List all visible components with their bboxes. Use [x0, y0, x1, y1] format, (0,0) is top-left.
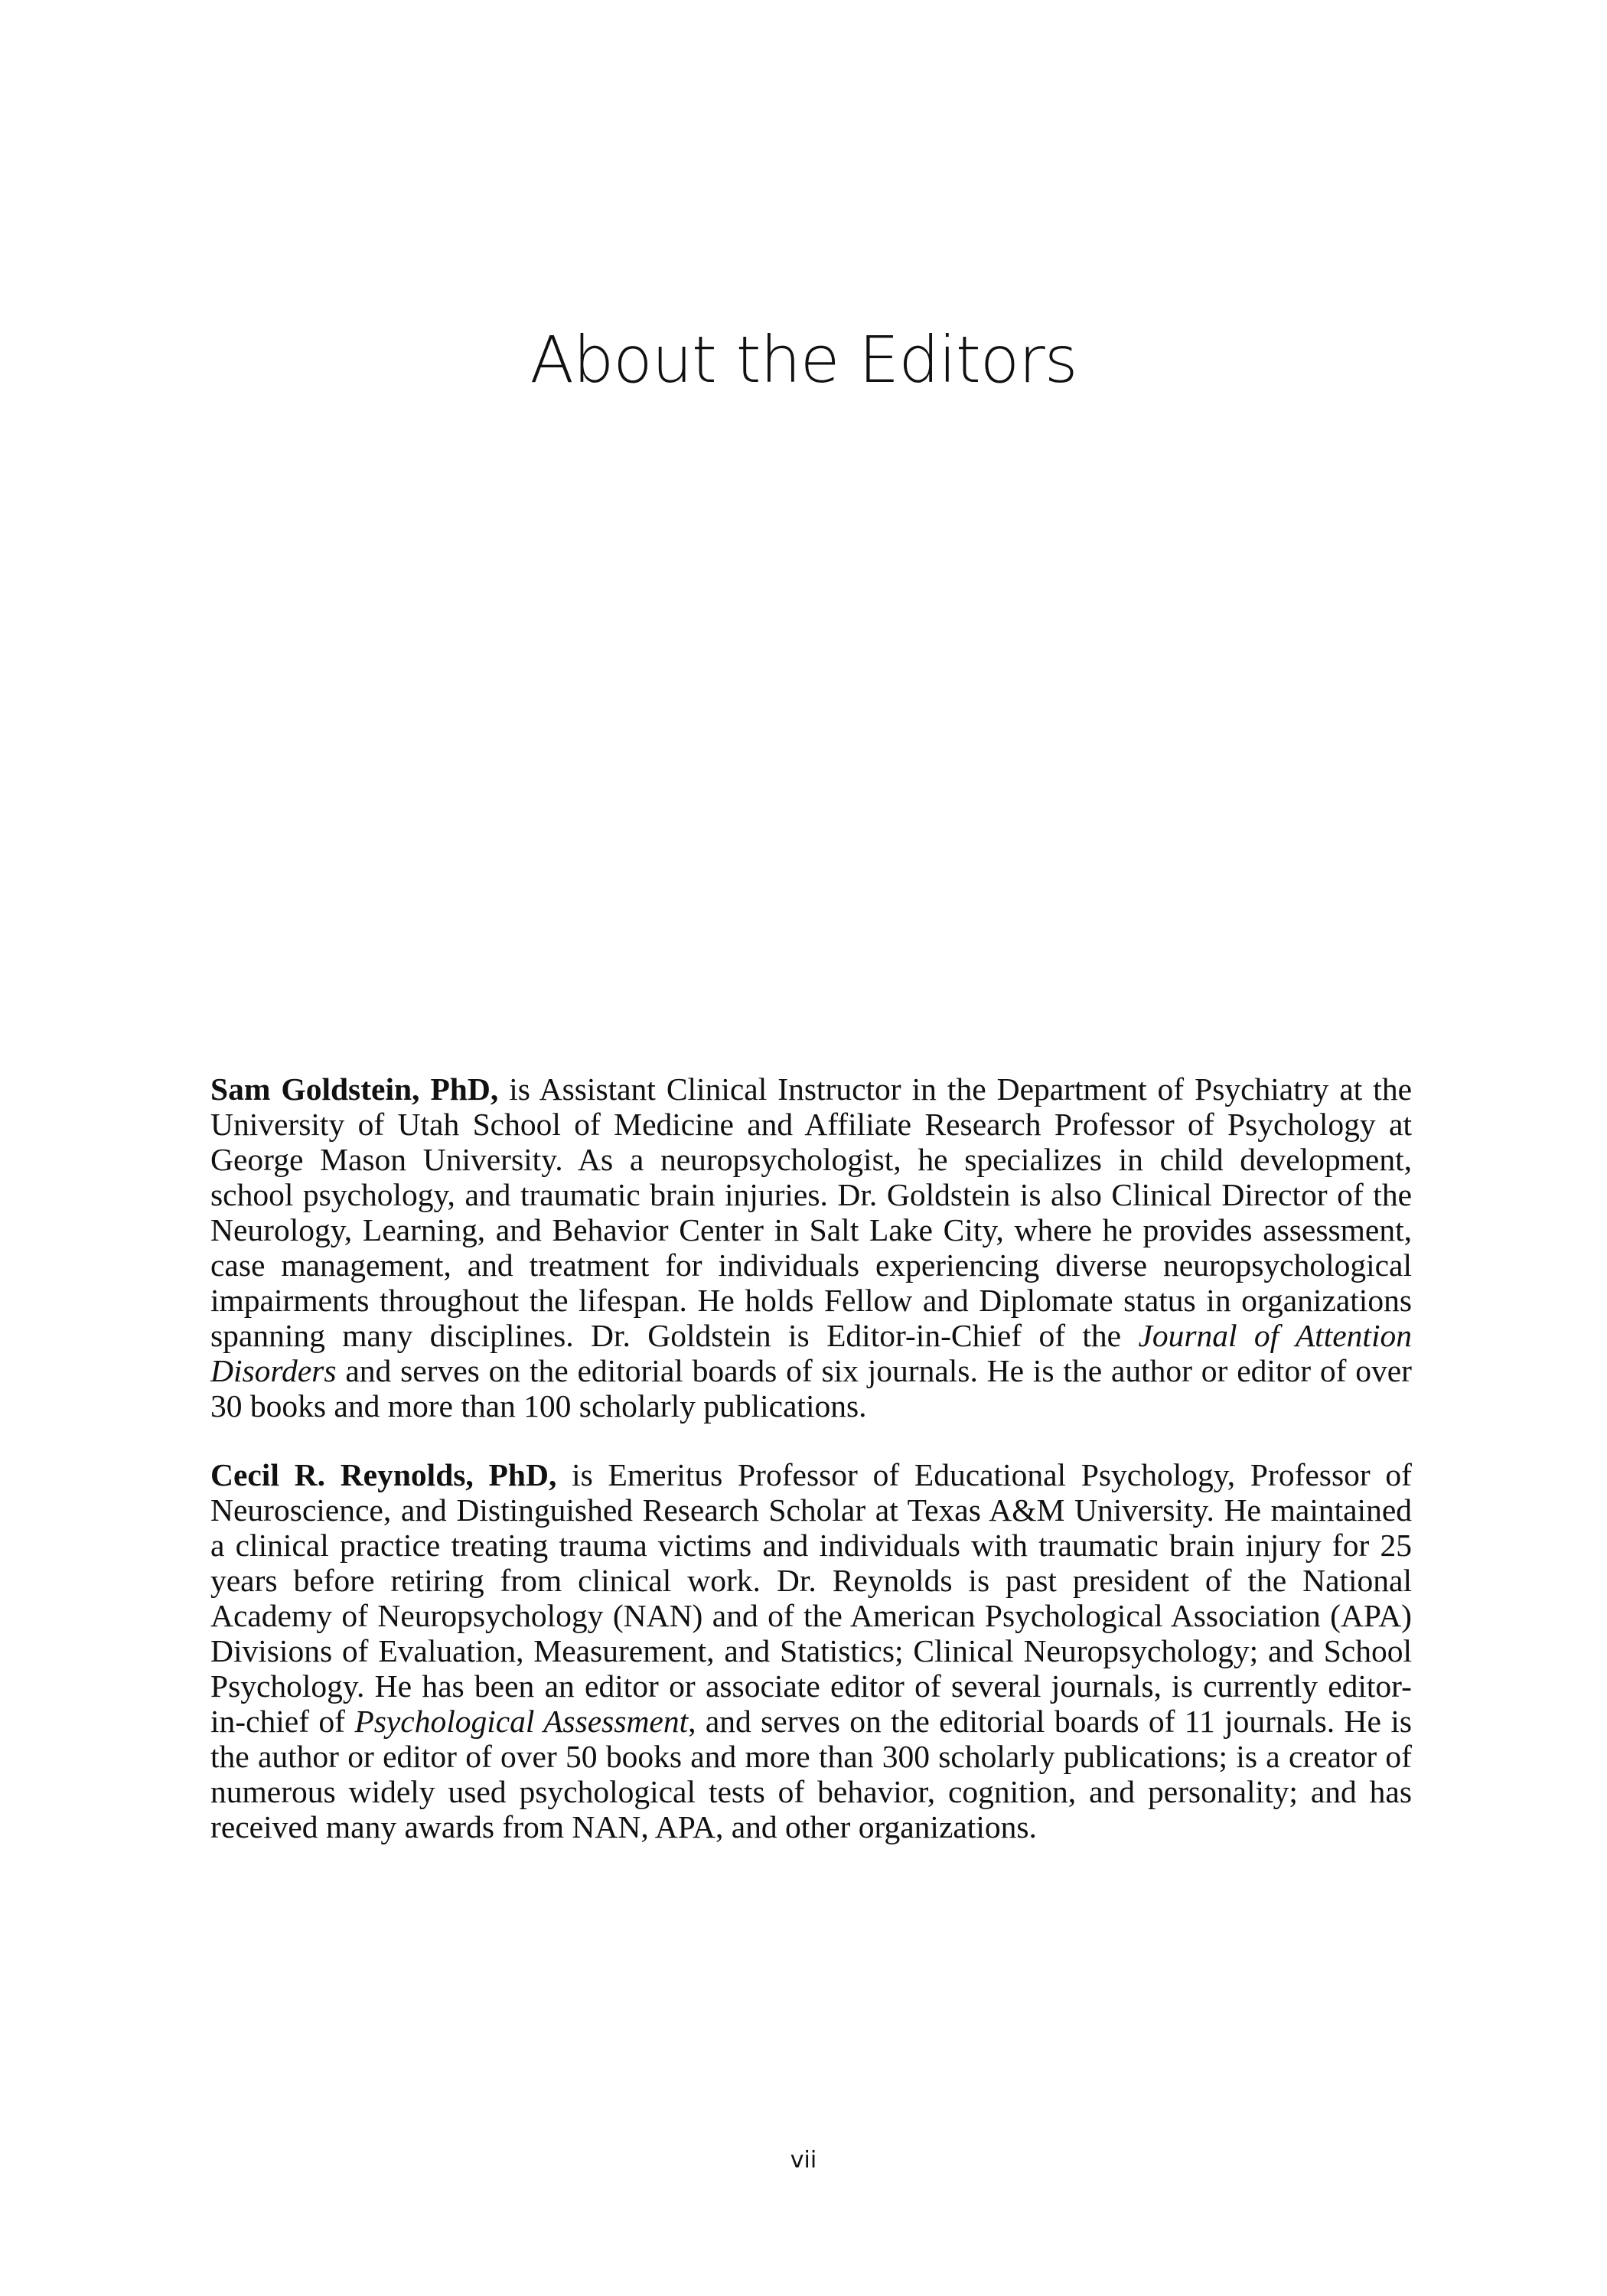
- journal-title: Psychological Assessment: [354, 1704, 689, 1739]
- bio-text: is Emeritus Professor of Educational Psychology, Professor of Neuroscience, and Distinguished Research Scholar at Texas A&M University. He maintained a clinical practice treating trauma victims and individuals with traumatic brain injury for 25 years before retiring from clinical work. Dr. Reynolds is past president of the National Academy of Neuropsychology (NAN) and of the American Psychological Association (APA) Divisions of Evaluation, Measurement, and Statistics; Clinical Neuropsychology; and School Psychology. He has been an editor or associate editor of several journals, is currently editor-in-chief of: [210, 1457, 1412, 1739]
- bio-text: and serves on the editorial boards of six journals. He is the author or editor of over 30 books and more than 100 scholarly publications.: [210, 1353, 1412, 1424]
- bio-name: Sam Goldstein, PhD,: [210, 1071, 499, 1107]
- bio-name: Cecil R. Reynolds, PhD,: [210, 1457, 557, 1492]
- bio-text: is Assistant Clinical Instructor in the Department of Psychiatry at the University of Utah School of Medicine and Affiliate Research Professor of Psychology at George Mason University. As a neuropsychologist, he specializes in child development, school psychology, and traumatic brain injuries. Dr. Goldstein is also Clinical Director of the Neurology, Learning, and Behavior Center in Salt Lake City, where he provides assessment, case management, and treatment for individuals experiencing diverse neuropsychological impairments throughout the lifespan. He holds Fellow and Diplomate status in organizations spanning many disciplines. Dr. Goldstein is Editor-in-Chief of the: [210, 1071, 1412, 1353]
- journal-title: Journal of Attention Disorders: [210, 1318, 1412, 1388]
- bio-cecil-reynolds: [210, 1457, 1412, 1844]
- page-number: vii: [790, 2147, 817, 2174]
- page-title: About the Editors: [530, 322, 1077, 397]
- bio-text: , and serves on the editorial boards of 11 journals. He is the author or editor of over 50 books and more than 300 scholarly publications; is a creator of numerous widely used psychological tests of behavior, cognition, and personality; and has received many awards from NAN, APA, and other organizations.: [210, 1704, 1412, 1844]
- bio-sam-goldstein: [210, 1071, 1412, 1424]
- editor-bios: [210, 1071, 1412, 1878]
